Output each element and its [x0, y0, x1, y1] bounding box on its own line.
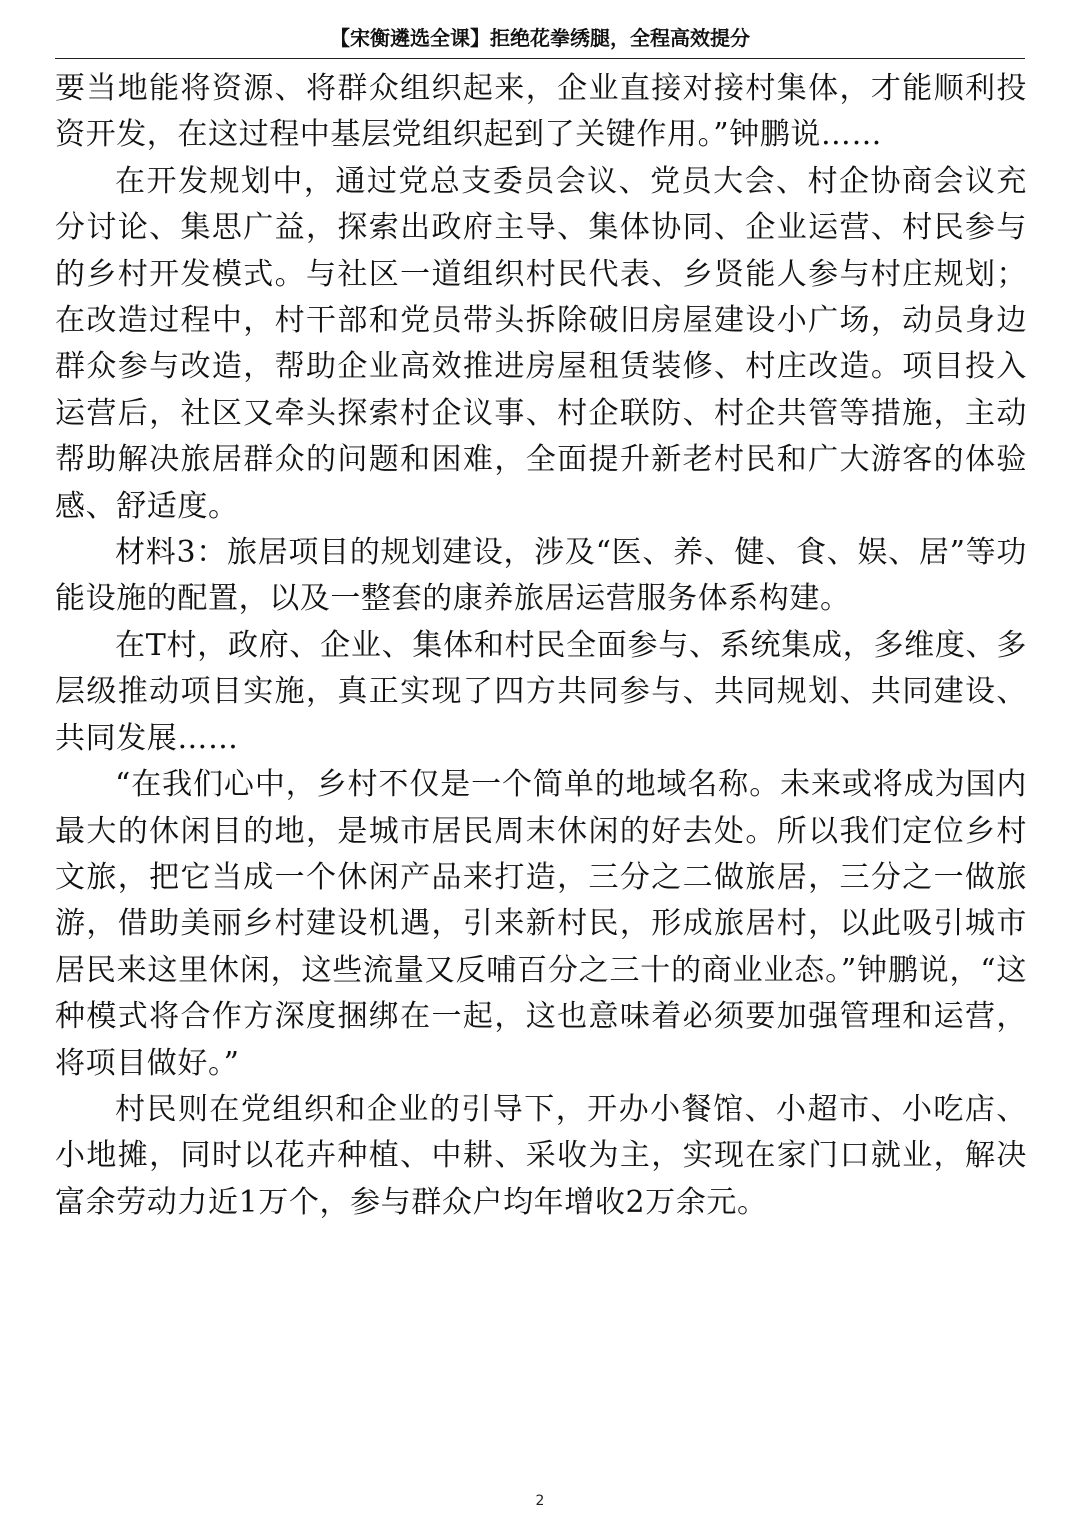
paragraph-quote: “在我们心中，乡村不仅是一个简单的地域名称。未来或将成为国内最大的休闲目的地，是城市居民周末休闲的好去处。所以我们定位乡村文旅，把它当成一个休闲产品来打造，三分之二做旅居，三分之一做旅游，借助美丽乡村建设机遇，引来新村民，形成旅居村，以此吸引城市居民来这里休闲，这些流量又反哺百分之三十的商业业态。”钟鹏说，“这种模式将合作方深度捆绑在一起，这也意味着必须要加强管理和运营，将项目做好。” [55, 767, 1027, 1081]
paragraph-t-village: 在T村，政府、企业、集体和村民全面参与、系统集成，多维度、多层级推动项目实施，真正实现了四方共同参与、共同规划、共同建设、共同发展…… [55, 627, 1027, 756]
paragraph-villagers: 村民则在党组织和企业的引导下，开办小餐馆、小超市、小吃店、小地摊，同时以花卉种植、中耕、采收为主，实现在家门口就业，解决富余劳动力近1万个，参与群众户均年增收2万余元。 [55, 1091, 1027, 1220]
paragraph-material-3: 材料3：旅居项目的规划建设，涉及“医、养、健、食、娱、居”等功能设施的配置，以及一整套的康养旅居运营服务体系构建。 [55, 535, 1027, 617]
paragraph-development-planning: 在开发规划中，通过党总支委员会议、党员大会、村企协商会议充分讨论、集思广益，探索出政府主导、集体协同、企业运营、村民参与的乡村开发模式。与社区一道组织村民代表、乡贤能人参与村庄规划；在改造过程中，村干部和党员带头拆除破旧房屋建设小广场，动员身边群众参与改造，帮助企业高效推进房屋租赁装修、村庄改造。项目投入运营后，社区又牵头探索村企议事、村企联防、村企共管等措施，主动帮助解决旅居群众的问题和困难，全面提升新老村民和广大游客的体验感、舒适度。 [55, 163, 1027, 524]
paragraph-continuation: 要当地能将资源、将群众组织起来，企业直接对接村集体，才能顺利投资开发，在这过程中基层党组织起到了关键作用。”钟鹏说…… [55, 71, 1027, 153]
page-header: 【宋衡遴选全课】拒绝花拳绣腿，全程高效提分 [55, 18, 1025, 59]
page-number: 2 [535, 1493, 545, 1509]
document-body [55, 66, 1027, 1226]
